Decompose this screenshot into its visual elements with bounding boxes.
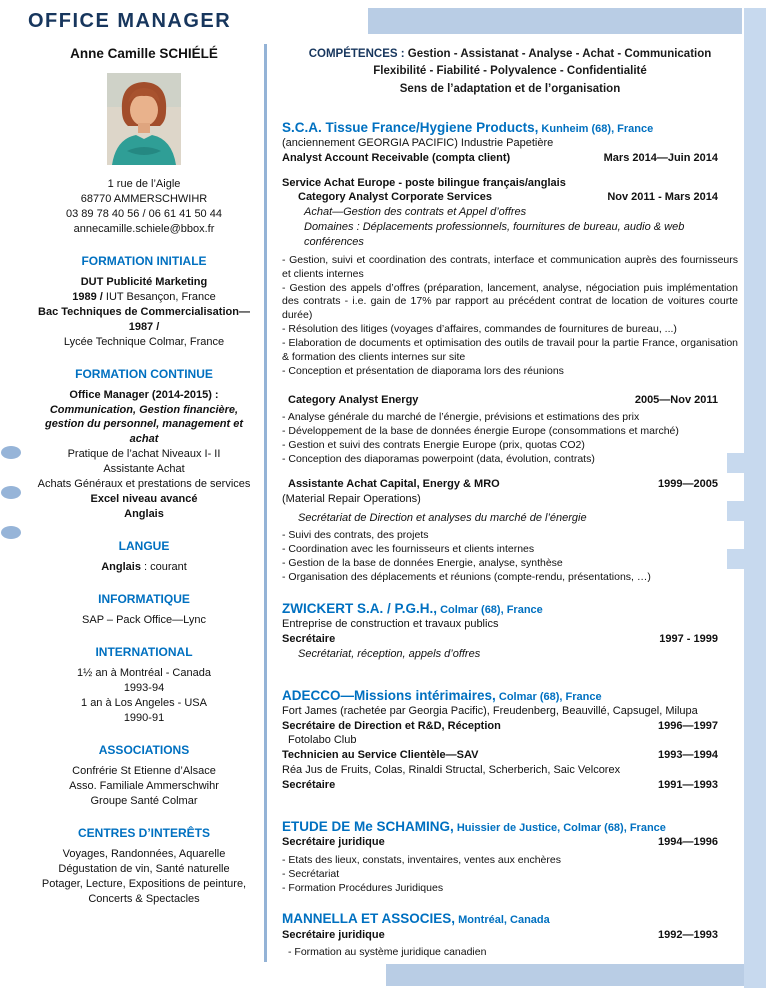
role-dates: Nov 2011 - Mars 2014	[607, 191, 718, 204]
international-line: 1 an à Los Angeles - USA	[81, 696, 207, 709]
section-heading-associations: ASSOCIATIONS	[98, 742, 190, 757]
bullet: - Gestion, suivi et coordination des contrats, interface et communication auprès des fournisseurs et clients internes	[282, 253, 738, 280]
role-title: Secrétaire	[282, 632, 336, 645]
formation-line: Assistante Achat	[103, 463, 185, 476]
formation-line: Lycée Technique Colmar, France	[63, 335, 225, 348]
email-address: annecamille.schiele@bbox.fr	[73, 222, 215, 235]
bullet: - Suivi des contrats, des projets	[282, 529, 429, 542]
formation-line: Pratique de l’achat Niveaux I- II	[67, 448, 221, 461]
role-dates: Mars 2014—Juin 2014	[603, 151, 718, 164]
role-row	[282, 632, 738, 647]
role-dates: 1994—1996	[658, 835, 718, 848]
language-name: Anglais	[101, 561, 141, 574]
client-line: Réa Jus de Fruits, Colas, Rinaldi Structal, Scherberich, Saic Velcorex	[282, 764, 621, 777]
language-line	[30, 560, 258, 575]
role-title: Secrétaire juridique	[282, 928, 385, 941]
portrait-illustration	[107, 73, 181, 165]
competences-line-1	[282, 46, 738, 63]
international-line: 1½ an à Montréal - Canada	[77, 667, 211, 680]
company-heading-schaming	[282, 819, 738, 835]
service-line: Service Achat Europe - poste bilingue français/anglais	[282, 176, 566, 189]
portrait-photo	[107, 73, 181, 165]
association-line: Confrérie St Etienne d’Alsace	[72, 764, 216, 777]
company-heading-sca	[282, 120, 738, 136]
section-heading-interets: CENTRES D’INTERÊTS	[77, 825, 210, 840]
section-heading-informatique: INFORMATIQUE	[98, 592, 190, 607]
company-name: ETUDE DE Me SCHAMING,	[282, 818, 454, 834]
formation-line: Office Manager (2014-2015) :	[69, 388, 219, 401]
left-accent-dot	[1, 446, 21, 459]
role-title: Assistante Achat Capital, Energy & MRO	[288, 477, 500, 490]
bullet: - Organisation des déplacements et réunions (compte-rendu, présentations, …)	[282, 570, 651, 583]
language-level: : courant	[140, 561, 187, 574]
formation-line: Communication, Gestion financière, gestion du personnel, management et achat	[44, 403, 244, 446]
address-line-1: 1 rue de l’Aigle	[107, 178, 181, 190]
role-row	[282, 719, 738, 734]
role-row	[282, 928, 738, 943]
company-heading-zwickert	[282, 601, 738, 617]
role-dates: 1996—1997	[658, 719, 718, 732]
role-row	[282, 778, 738, 793]
bullet: - Développement de la base de données énergie Europe (consommations et marché)	[282, 425, 679, 438]
bullet: - Résolution des litiges (voyages d’affaires, commandes de fournitures de bureau, ...)	[282, 323, 677, 336]
company-name: ZWICKERT S.A. / P.G.H.,	[282, 600, 438, 616]
role-title: Technicien au Service Clientèle—SAV	[282, 749, 479, 762]
left-accent-dot	[1, 526, 21, 539]
company-location: Montréal, Canada	[455, 914, 550, 927]
role-row	[282, 835, 738, 850]
company-name: ADECCO—Missions intérimaires,	[282, 687, 496, 703]
company-heading-mannella	[282, 911, 738, 927]
bullet: - Elaboration de documents et optimisation des outils de travail pour la partie France, organisation & formation des clients internes sur site	[282, 337, 738, 363]
formation-school: IUT Besançon, France	[102, 290, 216, 303]
role-row	[288, 393, 738, 408]
bullet: - Formation au système juridique canadien	[288, 946, 487, 959]
formation-line: Bac Techniques de Commercialisation—1987 /	[38, 305, 250, 333]
role-row	[288, 477, 738, 492]
sidebar	[30, 46, 258, 907]
role-row	[298, 190, 738, 205]
role-summary: Secrétariat de Direction et analyses du marché de l’énergie	[298, 511, 587, 524]
role-title: Category Analyst Energy	[288, 393, 419, 406]
company-name: MANNELLA ET ASSOCIES,	[282, 911, 456, 927]
candidate-name: Anne Camille SCHIÉLÉ	[70, 46, 218, 61]
competences-line-2: Flexibilité - Fiabilité - Polyvalence - Confidentialité	[373, 65, 647, 78]
role-dates: 1997 - 1999	[659, 632, 718, 645]
role-dates: 1999—2005	[658, 477, 718, 490]
formation-line	[30, 290, 258, 305]
phone-numbers: 03 89 78 40 56 / 06 61 41 50 44	[66, 207, 222, 220]
sidebar-divider	[264, 44, 267, 962]
interests-line: Potager, Lecture, Expositions de peinture, Concerts & Spectacles	[41, 877, 247, 905]
international-line: 1990-91	[123, 711, 165, 724]
section-heading-formation-initiale: FORMATION INITIALE	[81, 253, 207, 268]
role-row	[282, 151, 738, 166]
role-title: Secrétaire juridique	[282, 835, 385, 848]
bullet: - Gestion des appels d’offres (préparation, lancement, analyse, négociation puis implémentation des contrats - i.e. gain de 17% par rapport au précédent contrat de location de voitures courte durée)	[282, 281, 738, 322]
company-subtitle: Fort James (rachetée par Georgia Pacific), Freudenberg, Beauvillé, Capsugel, Milupa	[282, 704, 698, 717]
competences-line-3: Sens de l’adaptation et de l’organisation	[399, 82, 621, 95]
company-subtitle: Entreprise de construction et travaux publics	[282, 618, 499, 631]
company-location: Colmar (68), France	[437, 603, 543, 616]
formation-line: Anglais	[124, 508, 164, 521]
company-location: Colmar (68), France	[495, 690, 602, 703]
competences-block	[282, 46, 738, 98]
role-title: Secrétaire	[282, 778, 336, 791]
bottom-accent-bar	[386, 964, 744, 986]
company-heading-adecco	[282, 688, 738, 704]
section-heading-formation-continue: FORMATION CONTINUE	[75, 366, 213, 381]
client-line: Fotolabo Club	[288, 734, 357, 747]
page-title: OFFICE MANAGER	[28, 10, 232, 32]
formation-line: DUT Publicité Marketing	[80, 275, 208, 288]
role-subtitle: (Material Repair Operations)	[282, 492, 421, 505]
bullet: - Analyse générale du marché de l’énergie, prévisions et estimations des prix	[282, 411, 640, 424]
bullet: - Coordination avec les fournisseurs et clients internes	[282, 543, 535, 556]
role-title: Analyst Account Receivable (compta client)	[282, 151, 511, 164]
role-dates: 1991—1993	[658, 778, 718, 791]
company-location: Kunheim (68), France	[538, 122, 654, 135]
role-summary: Domaines : Déplacements professionnels, fournitures de bureau, audio & web conférences	[304, 221, 685, 248]
right-accent-bar	[744, 8, 766, 988]
competences-label: COMPÉTENCES :	[308, 48, 405, 60]
role-summary: Secrétariat, réception, appels d’offres	[298, 647, 481, 660]
interests-line: Dégustation de vin, Santé naturelle	[58, 862, 230, 875]
address-line-2: 68770 AMMERSCHWIHR	[80, 192, 208, 205]
bullet: - Gestion de la base de données Energie, analyse, synthèse	[282, 557, 563, 570]
company-name: S.C.A. Tissue France/Hygiene Products,	[282, 119, 539, 135]
role-title: Category Analyst Corporate Services	[298, 191, 492, 204]
software-line: SAP – Pack Office—Lync	[82, 614, 206, 627]
association-line: Groupe Santé Colmar	[90, 794, 198, 807]
left-accent-dot	[1, 486, 21, 499]
role-title: Secrétaire de Direction et R&D, Réception	[282, 719, 501, 732]
international-line: 1993-94	[123, 682, 165, 695]
bullet: - Conception et présentation de diaporama lors des réunions	[282, 364, 564, 377]
role-summary: Achat—Gestion des contrats et Appel d’offres	[304, 206, 527, 219]
formation-line: Excel niveau avancé	[90, 493, 198, 506]
main-content	[282, 46, 738, 960]
association-line: Asso. Familiale Ammerschwihr	[69, 779, 219, 792]
top-accent-bar	[368, 8, 742, 34]
section-heading-international: INTERNATIONAL	[95, 645, 193, 660]
bullet: - Formation Procédures Juridiques	[282, 881, 444, 894]
formation-year: 1989 /	[72, 290, 103, 303]
formation-line: Achats Généraux et prestations de services	[37, 478, 251, 491]
competences-list: Gestion - Assistanat - Analyse - Achat - Communication	[404, 48, 712, 60]
section-heading-langue: LANGUE	[118, 539, 170, 554]
company-location: Huissier de Justice, Colmar (68), France	[453, 821, 666, 834]
role-dates: 1993—1994	[658, 749, 718, 762]
bullet: - Gestion et suivi des contrats Energie Europe (prix, quotas CO2)	[282, 439, 585, 452]
role-row	[282, 748, 738, 763]
bullet: - Secrétariat	[282, 867, 340, 880]
role-dates: 2005—Nov 2011	[634, 393, 718, 406]
bullet: - Conception des diaporamas powerpoint (data, évolution, contrats)	[282, 453, 595, 465]
interests-line: Voyages, Randonnées, Aquarelle	[62, 847, 226, 860]
bullet: - Etats des lieux, constats, inventaires, ventes aux enchères	[282, 853, 561, 866]
role-dates: 1992—1993	[658, 928, 718, 941]
company-subtitle: (anciennement GEORGIA PACIFIC) Industrie Papetière	[282, 136, 554, 149]
